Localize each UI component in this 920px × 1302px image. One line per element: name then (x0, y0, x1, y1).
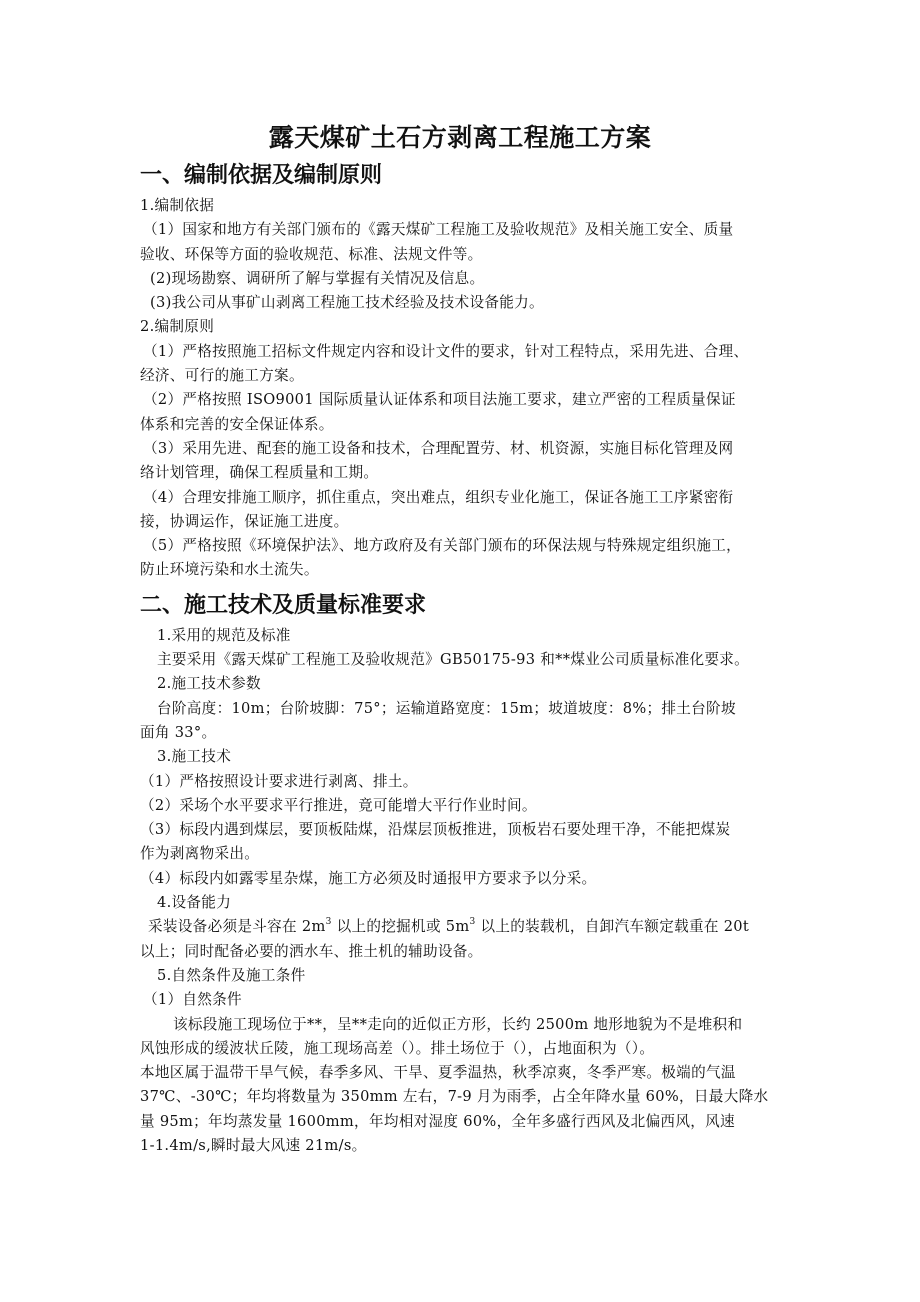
paragraph-line: 面角 33°。 (140, 723, 217, 741)
paragraph-line: （3）标段内遇到煤层，要顶板陆煤，沿煤层顶板推进，顶板岩石要处理干净，不能把煤炭 (140, 821, 731, 839)
paragraph-line: 接，协调运作，保证施工进度。 (140, 512, 349, 530)
text-segment: 以上的挖掘机或 5m (331, 918, 470, 936)
text-segment: 采装设备必须是斗容在 2m (148, 918, 326, 936)
subheading: 5.自然条件及施工条件 (157, 966, 306, 984)
paragraph-line: 以上；同时配备必要的洒水车、推土机的辅助设备。 (140, 942, 483, 960)
paragraph-line: 体系和完善的安全保证体系。 (140, 415, 334, 433)
paragraph-line: （2）采场个水平要求平行推进，竟可能增大平行作业时间。 (140, 796, 537, 814)
paragraph-line: 防止环境污染和水土流失。 (140, 561, 319, 579)
subheading: 2.施工技术参数 (157, 675, 261, 693)
paragraph-line: 台阶高度：10m；台阶坡脚：75°；运输道路宽度：15m；坡道坡度：8%；排土台阶坡 (157, 699, 736, 717)
superscript: 3 (325, 917, 332, 928)
document-title: 露天煤矿土石方剥离工程施工方案 (268, 123, 652, 152)
paragraph-line: 经济、可行的施工方案。 (140, 367, 304, 385)
paragraph-line: （1）国家和地方有关部门颁布的《露天煤矿工程施工及验收规范》及相关施工安全、质量 (143, 221, 734, 239)
subheading: 3.施工技术 (157, 748, 232, 766)
paragraph-line: （5）严格按照《环境保护法》、地方政府及有关部门颁布的环保法规与特殊规定组织施工， (143, 537, 742, 555)
paragraph-line: 该标段施工现场位于**，呈**走向的近似正方形，长约 2500m 地形地貌为不是堆积和 (173, 1015, 743, 1033)
paragraph-line: 本地区属于温带干旱气候，春季多风、干旱、夏季温热，秋季凉爽，冬季严寒。极端的气温 (140, 1064, 736, 1082)
subheading: 1.采用的规范及标准 (157, 626, 291, 644)
document-page (0, 120, 920, 1158)
paragraph-line (0, 915, 920, 939)
subheading: 2.编制原则 (140, 318, 215, 336)
text-segment: 以上的装载机，自卸汽车额定载重在 20t (475, 918, 750, 936)
paragraph-line: 验收、环保等方面的验收规范、标准、法规文件等。 (140, 245, 483, 263)
paragraph-line: (3)我公司从事矿山剥离工程施工技术经验及技术设备能力。 (150, 294, 544, 312)
section-heading-2: 二、施工技术及质量标准要求 (140, 591, 427, 618)
section-heading-1: 一、编制依据及编制原则 (140, 162, 383, 188)
paragraph-line: （4）标段内如露零星杂煤，施工方必须及时通报甲方要求予以分采。 (140, 869, 597, 887)
paragraph-line: 1-1.4m/s,瞬时最大风速 21m/s。 (140, 1136, 367, 1154)
paragraph-line: （4）合理安排施工顺序，抓住重点，突出难点，组织专业化施工，保证各施工工序紧密衔 (143, 488, 734, 506)
paragraph-line: （1）严格按照设计要求进行剥离、排土。 (140, 772, 418, 790)
paragraph-line: 37℃、-30℃；年均将数量为 350mm 左右，7-9 月为雨季，占全年降水量 60%，日最大降水 (140, 1088, 769, 1106)
superscript: 3 (469, 917, 476, 928)
paragraph-line: （1）严格按照施工招标文件规定内容和设计文件的要求，针对工程特点，采用先进、合理、 (143, 342, 749, 360)
subheading: 4.设备能力 (157, 894, 232, 912)
paragraph-line: 风蚀形成的缓波状丘陵，施工现场高差（）。排土场位于（），占地面积为（）。 (140, 1039, 655, 1057)
subheading: 1.编制依据 (140, 197, 215, 214)
paragraph-line: 作为剥离物采出。 (140, 845, 260, 863)
paragraph-line: (2)现场勘察、调研所了解与掌握有关情况及信息。 (150, 269, 485, 287)
paragraph-line: 主要采用《露天煤矿工程施工及验收规范》GB50175-93 和**煤业公司质量标准化要求。 (157, 651, 750, 669)
paragraph-line: 量 95m；年均蒸发量 1600mm，年均相对湿度 60%，全年多盛行西风及北偏西风，风速 (140, 1112, 735, 1130)
paragraph-line: （2）严格按照 ISO9001 国际质量认证体系和项目法施工要求，建立严密的工程质量保证 (143, 391, 736, 409)
subheading: （1）自然条件 (143, 991, 242, 1009)
paragraph-line: 络计划管理，确保工程质量和工期。 (140, 464, 379, 482)
paragraph-line: （3）采用先进、配套的施工设备和技术，合理配置劳、材、机资源，实施目标化管理及网 (143, 439, 734, 457)
